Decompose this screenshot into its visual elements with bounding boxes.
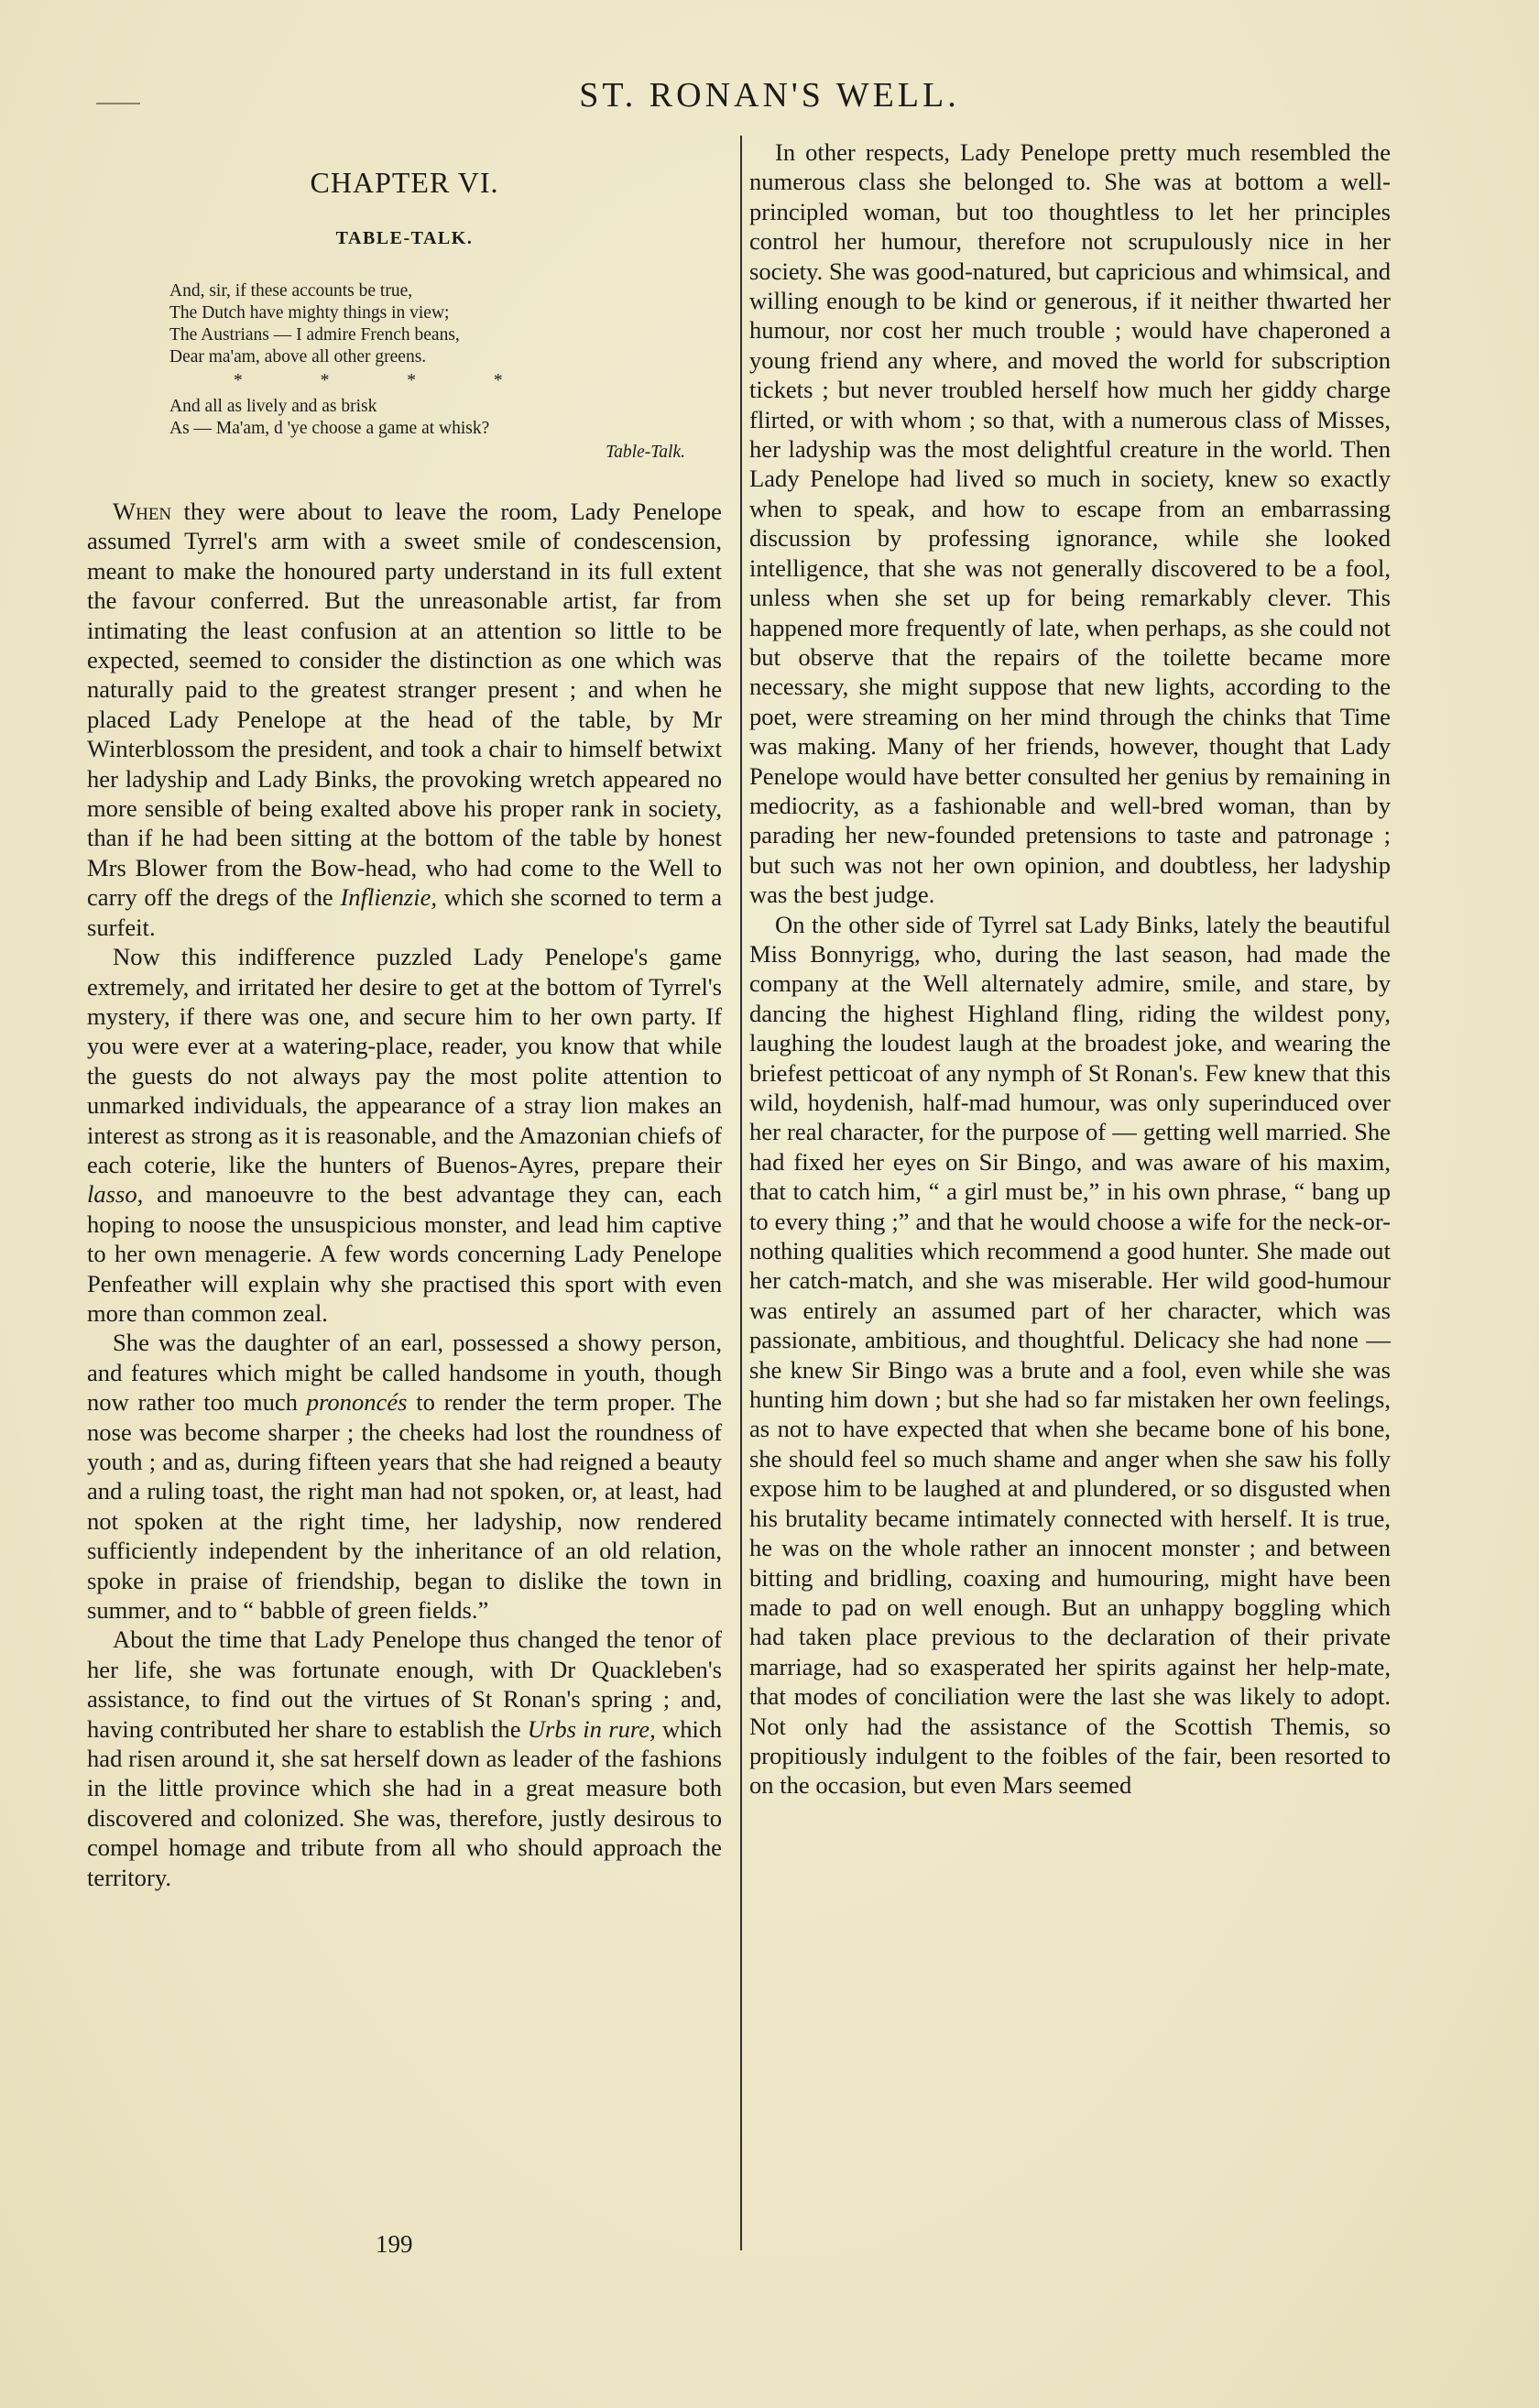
italic-text: Urbs in rure, [527, 1714, 656, 1743]
epigraph-line: And, sir, if these accounts be true, [169, 281, 413, 301]
paragraph-text: and manoeuvre to the best advantage they can, each hoping to noose the unsuspicious monster, and lead him captive to her own menagerie. A few words concerning Lady Penelope Penfeather will explain why she practised this sport with even more than common zeal. [87, 1180, 722, 1327]
paragraph: In other respects, Lady Penelope pretty much resembled the numerous class she belonged to. She was at bottom a well-principled woman, but too thoughtless to let her principles control her humour, therefore not scrupulously nice in her society. She was good-natured, but capricious and whimsical, and willing enough to be kind or generous, if it neither thwarted her humour, nor cost her much trouble ; would have chaperoned a young friend any where, and moved the world for subscription tickets ; but never troubled herself how much her giddy charge flirted, or with whom ; so that, with a numerous class of Misses, her ladyship was the most delightful creature in the world. Then Lady Penelope had lived so much in society, knew so exactly when to speak, and how to escape from an embarrassing discussion by professing ignorance, while she looked intelligence, that she was not generally discovered to be a fool, unless when she set up for being remarkably clever. This happened more frequently of late, when perhaps, as she could not but observe that the repairs of the toilette became more necessary, she might suppose that new lights, according to the poet, were streaming on her mind through the chinks that Time was making. Many of her friends, however, thought that Lady Penelope would have better consulted her genius by remaining in mediocrity, as a fashionable and well-bred woman, than by parading her new-founded pretensions to taste and patronage ; but such was not her own opinion, and doubtless, her ladyship was the best judge. [749, 138, 1391, 909]
epigraph-stars: * * * * [234, 371, 540, 390]
paragraph [87, 497, 722, 942]
column-divider [740, 136, 742, 2250]
paragraph-text: Now this indifference puzzled Lady Penelope's game extremely, and irritated her desire to get at the bottom of Tyrrel's mystery, if there was one, and secure him to her own party. If you were ever at a watering-place, reader, you know that while the guests do not always pay the most polite attention to unmarked individuals, the appearance of a stray lion makes an interest as strong as it is reasonable, and the Amazonian chiefs of each coterie, like the hunters of Buenos-Ayres, prepare their [87, 943, 722, 1178]
epigraph-line: And all as lively and as brisk [169, 397, 377, 416]
paragraph-text: which had risen around it, she sat herself down as leader of the fashions in the little province which she had in a great measure both discovered and colonized. She was, therefore, justly desirous to compel homage and tribute from all who should approach the territory. [87, 1714, 722, 1891]
paragraph-text: About the time that Lady Penelope thus changed the tenor of her life, she was fortunate enough, with Dr Quackleben's assistance, to find out the virtues of St Ronan's spring ; and, having contributed her share to establish the [87, 1625, 722, 1743]
chapter-subtitle: TABLE-TALK. [335, 228, 474, 248]
epigraph-line: The Austrians — I admire French beans, [169, 325, 460, 345]
epigraph-attribution: Table-Talk. [606, 443, 685, 462]
right-column [749, 137, 1391, 1801]
paragraph-lead-word: When [113, 498, 172, 525]
running-head: ST. RONAN'S WELL. [579, 76, 960, 115]
epigraph-line: The Dutch have mighty things in view; [169, 303, 450, 323]
paragraph-text: She was the daughter of an earl, possessed a showy person, and features which might be called handsome in youth, though now rather too much [87, 1329, 722, 1417]
italic-text: Inflienzie, [340, 883, 438, 912]
italic-text: lasso, [87, 1180, 144, 1209]
epigraph-line: As — Ma'am, d 'ye choose a game at whisk? [169, 419, 490, 438]
paragraph [87, 942, 722, 1328]
epigraph-line: Dear ma'am, above all other greens. [169, 347, 427, 367]
epigraph [169, 280, 685, 464]
paragraph: On the other side of Tyrrel sat Lady Binks, lately the beautiful Miss Bonnyrigg, who, during the last season, had made the company at the Well alternately admire, smile, and stare, by dancing the highest Highland fling, riding the wildest pony, laughing the loudest laugh at the broadest joke, and wearing the briefest petticoat of any nymph of St Ronan's. Few knew that this wild, hoydenish, half-mad humour, was only superinduced over her real character, for the purpose of — getting well married. She had fixed her eyes on Sir Bingo, and was aware of his maxim, that to catch him, “ a girl must be,” in his own phrase, “ bang up to every thing ;” and that he would choose a wife for the neck-or-nothing qualities which recommend a good hunter. She made out her catch-match, and she was miserable. Her wild good-humour was entirely an assumed part of her character, which was passionate, ambitious, and thoughtful. Delicacy she had none — she knew Sir Bingo was a brute and a fool, even while she was hunting him down ; but she had so far mistaken her own feelings, as not to have expected that when she became bone of his bone, she should feel so much shame and anger when she saw his folly expose him to be laughed at and plundered, or so disgusted when his brutality became intimately connected with herself. It is true, he was on the whole rather an innocent monster ; and between bitting and bridling, coaxing and humouring, might have been made to pad on well enough. But an unhappy boggling which had taken place previous to the declaration of their private marriage, had so exasperated her spirits against her help-mate, that modes of conciliation were the last she was likely to adopt. Not only had the assistance of the Scottish Themis, so propitiously indulgent to the foibles of the fair, been resorted to on the occasion, but even Mars seemed [749, 910, 1391, 1800]
page-number: 199 [376, 2230, 413, 2258]
paragraph-text: which she scorned to term a surfeit. [87, 883, 722, 941]
paragraph [87, 1328, 722, 1625]
left-column [87, 137, 722, 1892]
chapter-title: CHAPTER VI. [310, 166, 499, 199]
italic-text: prononcés [306, 1388, 408, 1417]
paragraph-text: they were about to leave the room, Lady Penelope assumed Tyrrel's arm with a sweet smile of condescension, meant to make the honoured party understand in its full extent the favour conferred. But the unreasonable artist, far from intimating the least confusion at an attention so little to be expected, seemed to consider the distinction as one which was naturally paid to the greatest stranger present ; and when he placed Lady Penelope at the head of the table, by Mr Winterblossom the president, and took a chair to himself betwixt her ladyship and Lady Binks, the provoking wretch appeared no more sensible of being exalted above his proper rank in society, than if he had been sitting at the bottom of the table by honest Mrs Blower from the Bow-head, who had come to the Well to carry off the dregs of the [87, 498, 722, 912]
paragraph [87, 1625, 722, 1892]
paragraph-text: to render the term proper. The nose was become sharper ; the cheeks had lost the roundness of youth ; and as, during fifteen years that she had reigned a beauty and a ruling toast, the right man had not spoken, or, at least, had not spoken at the right time, her ladyship, now rendered sufficiently independent by the inheritance of an old relation, spoke in praise of friendship, began to dislike the town in summer, and to “ babble of green fields.” [87, 1388, 722, 1625]
